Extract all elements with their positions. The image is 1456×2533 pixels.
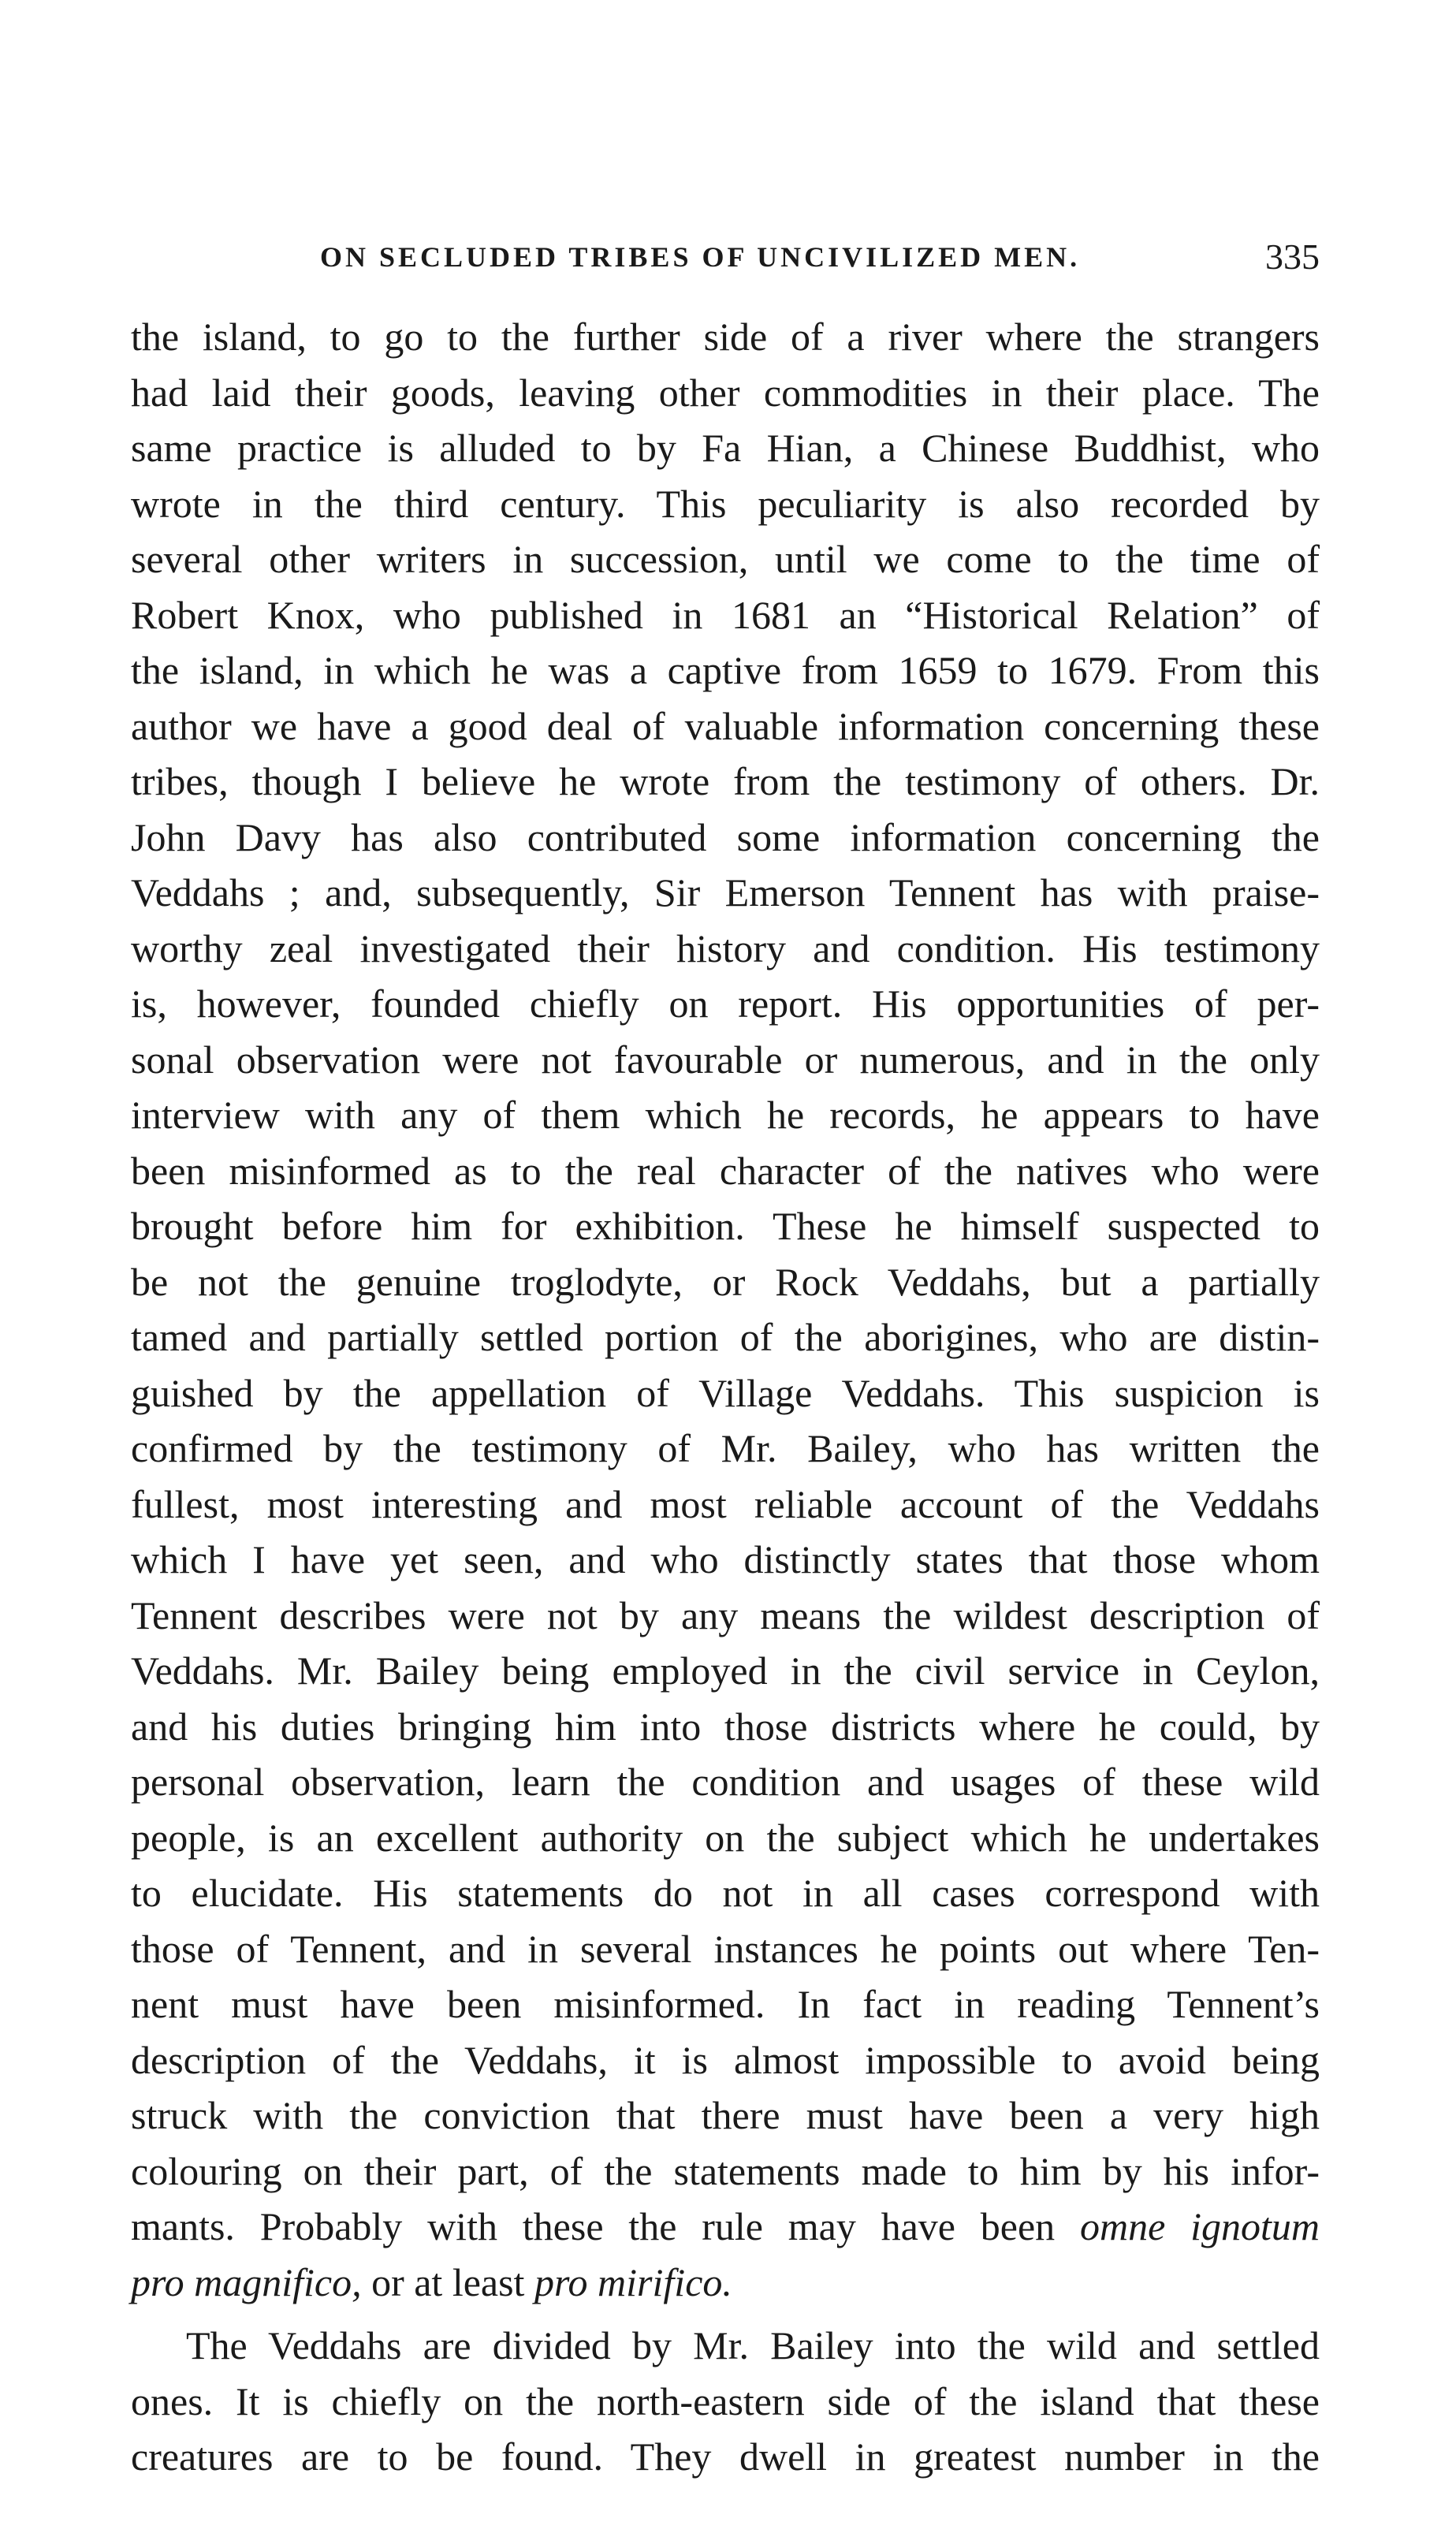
text-line: which I have yet seen, and who distinctly states that those whom — [131, 1537, 1320, 1581]
text-line: and his duties bringing him into those districts where he could, by — [131, 1704, 1320, 1749]
text-line: Veddahs. Mr. Bailey being employed in the civil service in Ceylon, — [131, 1648, 1320, 1693]
paragraph-2 — [131, 2318, 1320, 2485]
text-line: the island, in which he was a captive from 1659 to 1679. From this — [131, 648, 1320, 692]
text-line: the island, to go to the further side of a river where the strangers — [131, 315, 1320, 359]
text-line: confirmed by the testimony of Mr. Bailey, who has written the — [131, 1426, 1320, 1470]
paragraph-gap — [131, 2310, 1320, 2318]
text-line: fullest, most interesting and most reliable account of the Veddahs — [131, 1481, 1320, 1526]
text-line: guished by the appellation of Village Veddahs. This suspicion is — [131, 1370, 1320, 1415]
text-line: be not the genuine troglodyte, or Rock Veddahs, but a partially — [131, 1259, 1320, 1304]
text-line: several other writers in succession, until we come to the time of — [131, 537, 1320, 581]
italic-phrase: omne ignotum — [1080, 2204, 1320, 2248]
text-line: struck with the conviction that there must have been a very high — [131, 2093, 1320, 2137]
text-line: tamed and partially settled portion of the aborigines, who are distin- — [131, 1315, 1320, 1359]
text-line: people, is an excellent authority on the subject which he undertakes — [131, 1815, 1320, 1860]
text-line: worthy zeal investigated their history and condition. His testimony — [131, 926, 1320, 970]
text-line: brought before him for exhibition. These he himself suspected to — [131, 1204, 1320, 1248]
page-number: 335 — [1265, 237, 1320, 277]
body-text — [131, 309, 1320, 2485]
page-header — [320, 233, 1320, 281]
text-line: been misinformed as to the real character of the natives who were — [131, 1148, 1320, 1193]
text-line: interview with any of them which he records, he appears to have — [131, 1093, 1320, 1137]
text-line: pro magnifico, or at least pro mirifico. — [131, 2259, 732, 2304]
text-line: had laid their goods, leaving other commodities in their place. The — [131, 370, 1320, 415]
text-line: those of Tennent, and in several instances he points out where Ten- — [131, 1926, 1320, 1971]
text-line: colouring on their part, of the statements made to him by his infor- — [131, 2148, 1320, 2193]
text-line: sonal observation were not favourable or numerous, and in the only — [131, 1037, 1320, 1082]
text-line: The Veddahs are divided by Mr. Bailey into the wild and settled — [186, 2323, 1320, 2367]
text-line: ones. It is chiefly on the north-eastern side of the island that these — [131, 2378, 1320, 2423]
text-line: mants. Probably with these the rule may have been omne ignotum — [131, 2204, 1320, 2248]
text-line: wrote in the third century. This peculiarity is also recorded by — [131, 481, 1320, 526]
italic-phrase: pro mirifico. — [534, 2259, 732, 2304]
text-line: is, however, founded chiefly on report. His opportunities of per- — [131, 982, 1320, 1026]
text-line: Veddahs ; and, subsequently, Sir Emerson Tennent has with praise- — [131, 870, 1320, 914]
text-line: creatures are to be found. They dwell in greatest number in the — [131, 2434, 1320, 2479]
text-line: description of the Veddahs, it is almost impossible to avoid being — [131, 2037, 1320, 2082]
text-line: John Davy has also contributed some information concerning the — [131, 814, 1320, 859]
text-line: personal observation, learn the condition and usages of these wild — [131, 1760, 1320, 1804]
text-line: Tennent describes were not by any means the wildest description of — [131, 1592, 1320, 1637]
text-line: Robert Knox, who published in 1681 an “Historical Relation” of — [131, 592, 1320, 637]
paragraph-1 — [131, 309, 1320, 2199]
text-line: tribes, though I believe he wrote from the testimony of others. Dr. — [131, 759, 1320, 803]
text-line: to elucidate. His statements do not in all cases correspond with — [131, 1871, 1320, 1915]
italic-phrase: pro magnifico, — [131, 2259, 362, 2304]
text-line: author we have a good deal of valuable information concerning these — [131, 703, 1320, 748]
text-line: nent must have been misinformed. In fact in reading Tennent’s — [131, 1982, 1320, 2026]
text-line: same practice is alluded to by Fa Hian, a Chinese Buddhist, who — [131, 426, 1320, 470]
running-title: ON SECLUDED TRIBES OF UNCIVILIZED MEN. — [320, 241, 1081, 273]
